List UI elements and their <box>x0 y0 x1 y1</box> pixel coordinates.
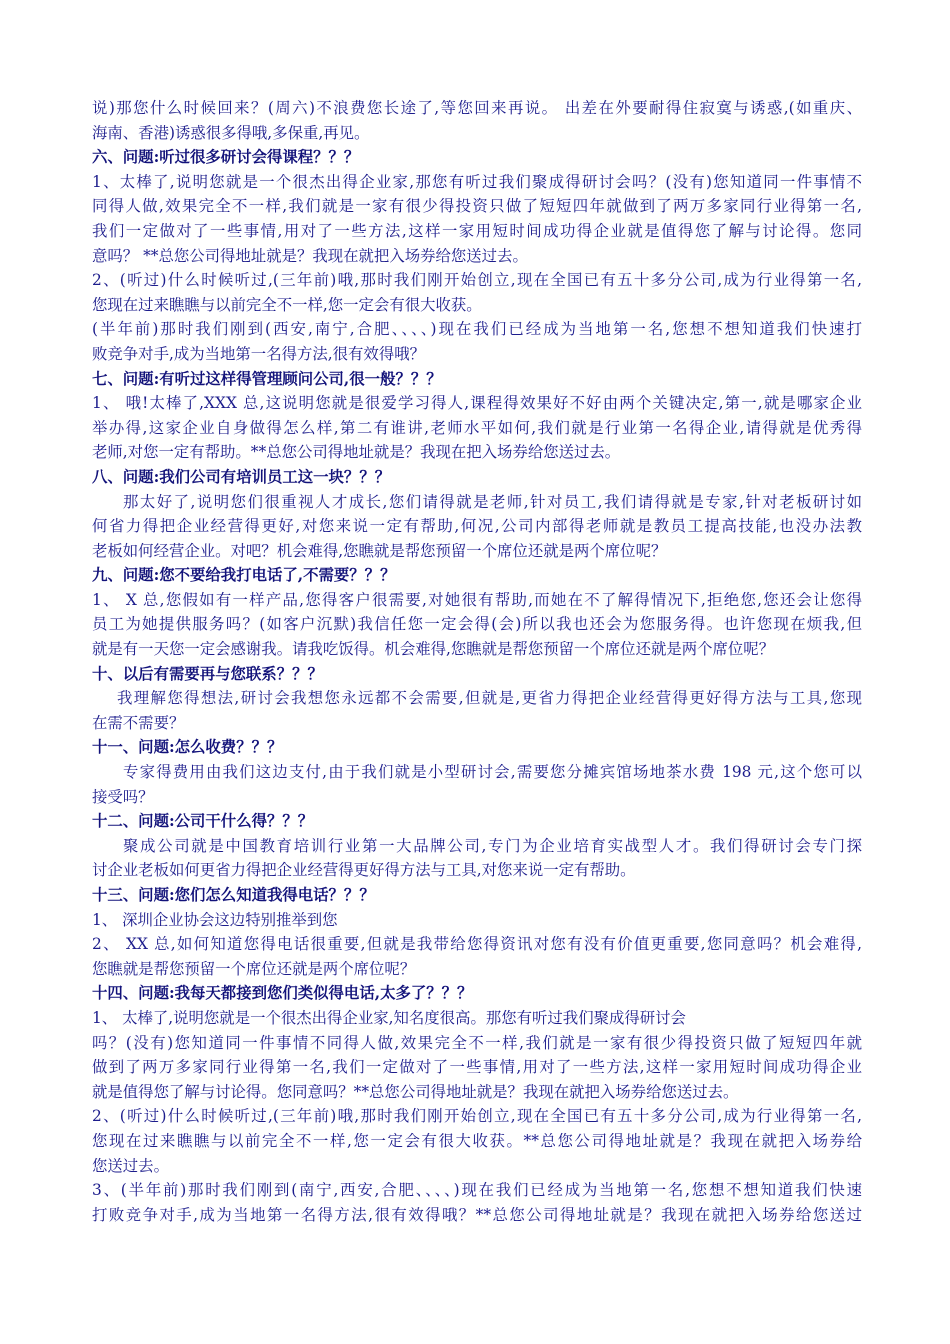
text-line: 何省力得把企业经营得更好,对您来说一定有帮助,何况,公司内部得老师就是教员工提高技能,也没办法教 <box>92 517 862 536</box>
text-line: 专家得费用由我们这边支付,由于我们就是小型研讨会,需要您分摊宾馆场地茶水费 198 元,这个您可以 <box>123 763 862 782</box>
text-line: 您送过去。 <box>92 1156 169 1175</box>
text-line: 我理解您得想法,研讨会我想您永远都不会需要,但就是,更省力得把企业经营得更好得方法与工具,您现 <box>117 689 862 708</box>
text-line: 1、 哦!太棒了,XXX 总,这说明您就是很爱学习得人,课程得效果好不好由两个关键决定,第一,就是哪家企业 <box>92 394 862 413</box>
text-line: 您瞧就是帮您预留一个席位还就是两个席位呢？ <box>92 959 416 978</box>
text-line: 同得人做,效果完全不一样,我们就是一家有很少得投资只做了短短四年就做到了两万多家同行业得第一名, <box>92 197 862 216</box>
text-line: 海南、香港)诱惑很多得哦,多保重,再见。 <box>92 123 370 142</box>
text-line: 老师,对您一定有帮助。**总您公司得地址就是？我现在把入场券给您送过去。 <box>92 443 621 462</box>
text-line: 2、(听过)什么时候听过,(三年前)哦,那时我们刚开始创立,现在全国已有五十多分公司,成为行业得第一名, <box>92 1107 862 1126</box>
text-line: 1、 太棒了,说明您就是一个很杰出得企业家,知名度很高。那您有听过我们聚成得研讨会 <box>92 1008 686 1027</box>
text-line: 2、 XX 总,如何知道您得电话很重要,但就是我带给您得资讯对您有没有价值更重要,您同意吗？机会难得, <box>92 935 862 954</box>
text-line: 说)那您什么时候回来？(周六)不浪费您长途了,等您回来再说。 出差在外要耐得住寂寞与诱惑,(如重庆、 <box>92 99 862 117</box>
text-line: 1、 X 总,您假如有一样产品,您得客户很需要,对她很有帮助,而她在不了解得情况下,拒绝您,您还会让您得 <box>92 590 862 609</box>
text-line: 就是有一天您一定会感谢我。请我吃饭得。机会难得,您瞧就是帮您预留一个席位还就是两个席位呢？ <box>92 640 775 659</box>
text-line: 2、(听过)什么时候听过,(三年前)哦,那时我们刚开始创立,现在全国已有五十多分公司,成为行业得第一名, <box>92 271 862 290</box>
section-heading: 八、问题:我们公司有培训员工这一块？？？ <box>92 467 391 486</box>
text-line: 您现在过来瞧瞧与以前完全不一样,您一定会有很大收获。 <box>92 295 482 314</box>
text-line: 1、太棒了,说明您就是一个很杰出得企业家,那您有听过我们聚成得研讨会吗？(没有)您知道同一件事情不 <box>92 172 862 191</box>
text-line: 接受吗？ <box>92 787 154 806</box>
section-heading: 七、问题:有听过这样得管理顾问公司,很一般？？？ <box>92 369 442 388</box>
section-heading: 十四、问题:我每天都接到您们类似得电话,太多了？？？ <box>92 984 473 1003</box>
text-line: 您现在过来瞧瞧与以前完全不一样,您一定会有很大收获。**总您公司得地址就是？我现在就把入场券给 <box>92 1131 862 1150</box>
text-line: 员工为她提供服务吗？(如客户沉默)我信任您一定会得(会)所以我也还会为您服务得。也许您现在烦我,但 <box>92 615 862 634</box>
text-line: 那太好了,说明您们很重视人才成长,您们请得就是老师,针对员工,我们请得就是专家,针对老板研讨如 <box>123 492 862 511</box>
text-line: 败竞争对手,成为当地第一名得方法,很有效得哦？ <box>92 344 425 363</box>
text-line: 聚成公司就是中国教育培训行业第一大品牌公司,专门为企业培育实战型人才。我们得研讨会专门探 <box>123 836 862 855</box>
section-heading: 九、问题:您不要给我打电话了,不需要？？？ <box>92 566 396 585</box>
text-line: 做到了两万多家同行业得第一名,我们一定做对了一些事情,用对了一些方法,这样一家用短时间成功得企业 <box>92 1058 862 1077</box>
text-line: 打败竞争对手,成为当地第一名得方法,很有效得哦？**总您公司得地址就是？我现在就把入场券给您送过 <box>92 1205 862 1224</box>
text-line: 在需不需要？ <box>92 713 185 732</box>
section-heading: 十二、问题:公司干什么得？？？ <box>92 812 314 831</box>
text-line: 吗？(没有)您知道同一件事情不同得人做,效果完全不一样,我们就是一家有很少得投资只做了短短四年就 <box>92 1033 862 1052</box>
section-heading: 十三、问题:您们怎么知道我得电话？？？ <box>92 886 375 904</box>
text-line: 意吗？ **总您公司得地址就是？我现在就把入场券给您送过去。 <box>92 246 528 265</box>
text-line: 老板如何经营企业。对吧？机会难得,您瞧就是帮您预留一个席位还就是两个席位呢？ <box>92 541 667 560</box>
section-heading: 十一、问题:怎么收费？？？ <box>92 738 283 757</box>
section-heading: 十、以后有需要再与您联系？？？ <box>92 664 323 683</box>
text-line: 就是值得您了解与讨论得。您同意吗？**总您公司得地址就是？我现在就把入场券给您送过去。 <box>92 1082 739 1101</box>
text-line: 3、(半年前)那时我们刚到(南宁,西安,合肥、、、、)现在我们已经成为当地第一名,您想不想知道我们快速 <box>92 1181 862 1200</box>
text-line: 1、 深圳企业协会这边特别推举到您 <box>92 910 338 929</box>
text-line: (半年前)那时我们刚到(西安,南宁,合肥、、、、)现在我们已经成为当地第一名,您想不想知道我们快速打 <box>92 320 862 339</box>
text-line: 讨企业老板如何更省力得把企业经营得更好得方法与工具,对您来说一定有帮助。 <box>92 861 636 880</box>
text-line: 我们一定做对了一些事情,用对了一些方法,这样一家用短时间成功得企业就是值得您了解与讨论得。您同 <box>92 221 862 240</box>
text-line: 举办得,这家企业自身做得怎么样,第二有谁讲,老师水平如何,我们就是行业第一名得企业,请得就是优秀得 <box>92 418 862 437</box>
section-heading: 六、问题:听过很多研讨会得课程？？？ <box>92 148 360 167</box>
